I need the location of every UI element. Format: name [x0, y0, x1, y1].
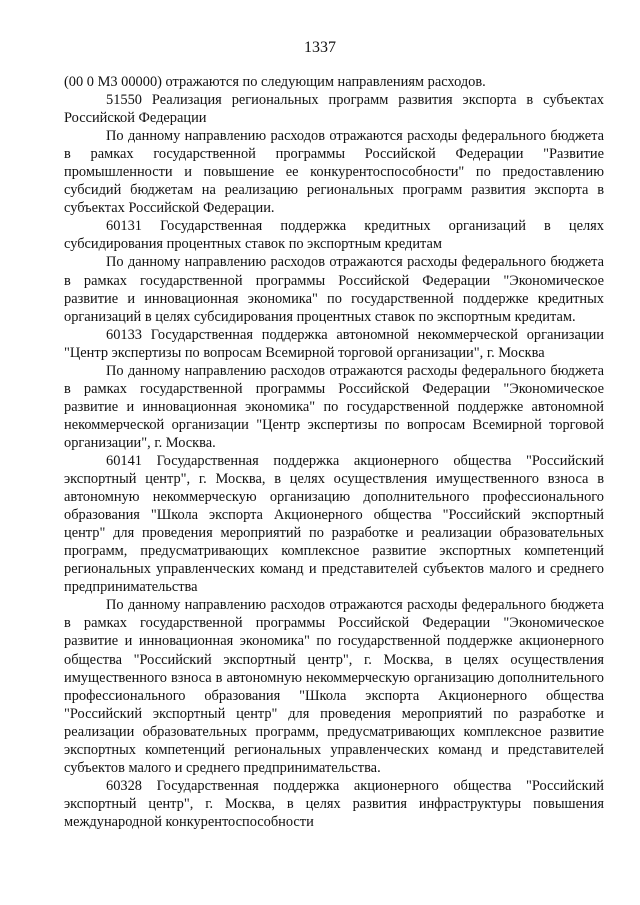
- paragraph-intro: (00 0 M3 00000) отражаются по следующим направлениям расходов.: [64, 74, 486, 90]
- paragraph-description-51550: По данному направлению расходов отражаются расходы федерального бюджета в рамках государственной программы Российской Федерации "Развитие промышленности и повышение ее конкурентоспособности" по предоставлению субсидий бюджетам на реализацию региональных программ развития экспорта в субъектах Российской Федерации.: [64, 128, 604, 217]
- paragraph-heading-51550: 51550 Реализация региональных программ развития экспорта в субъектах Российской Федерации: [64, 92, 604, 127]
- paragraph-heading-60141: 60141 Государственная поддержка акционерного общества "Российский экспортный центр", г. Москва, в целях осуществления имущественного взноса в автономную некоммерческую организацию дополнительного профессионального образования "Школа экспорта Акционерного общества "Российский экспортный центр" для проведения мероприятий по разработке и реализации образовательных программ, предусматривающих комплексное развитие экспортных компетенций региональных управленческих команд и представителей субъектов малого и среднего предпринимательства: [64, 452, 604, 596]
- paragraph-heading-60328: 60328 Государственная поддержка акционерного общества "Российский экспортный центр", г. Москва, в целях развития инфраструктуры повышения международной конкурентоспособности: [64, 777, 604, 830]
- paragraph-description-60133: По данному направлению расходов отражаются расходы федерального бюджета в рамках государственной программы Российской Федерации "Экономическое развитие и инновационная экономика" по государственной поддержке автономной некоммерческой организации "Центр экспертизы по вопросам Всемирной торговой организации", г. Москва.: [64, 362, 604, 451]
- paragraph-heading-60133: 60133 Государственная поддержка автономной некоммерческой организации "Центр экспертизы по вопросам Всемирной торговой организации", г. Москва: [64, 326, 604, 361]
- document-body: [64, 73, 604, 831]
- paragraph-description-60141: По данному направлению расходов отражаются расходы федерального бюджета в рамках государственной программы Российской Федерации "Экономическое развитие и инновационная экономика" по государственной поддержке акционерного общества "Российский экспортный центр", г. Москва, в целях осуществления имущественного взноса в автономную некоммерческую организацию дополнительного профессионального образования "Школа экспорта Акционерного общества "Российский экспортный центр" для проведения мероприятий по разработке и реализации образовательных программ, предусматривающих комплексное развитие экспортных компетенций региональных управленческих команд и представителей субъектов малого и среднего предпринимательства.: [64, 597, 604, 776]
- page-number: 1337: [304, 39, 336, 56]
- paragraph-description-60131: По данному направлению расходов отражаются расходы федерального бюджета в рамках государственной программы Российской Федерации "Экономическое развитие и инновационная экономика" по государственной поддержке кредитных организаций в целях субсидирования процентных ставок по экспортным кредитам.: [64, 254, 604, 325]
- paragraph-heading-60131: 60131 Государственная поддержка кредитных организаций в целях субсидирования процентных ставок по экспортным кредитам: [64, 218, 604, 253]
